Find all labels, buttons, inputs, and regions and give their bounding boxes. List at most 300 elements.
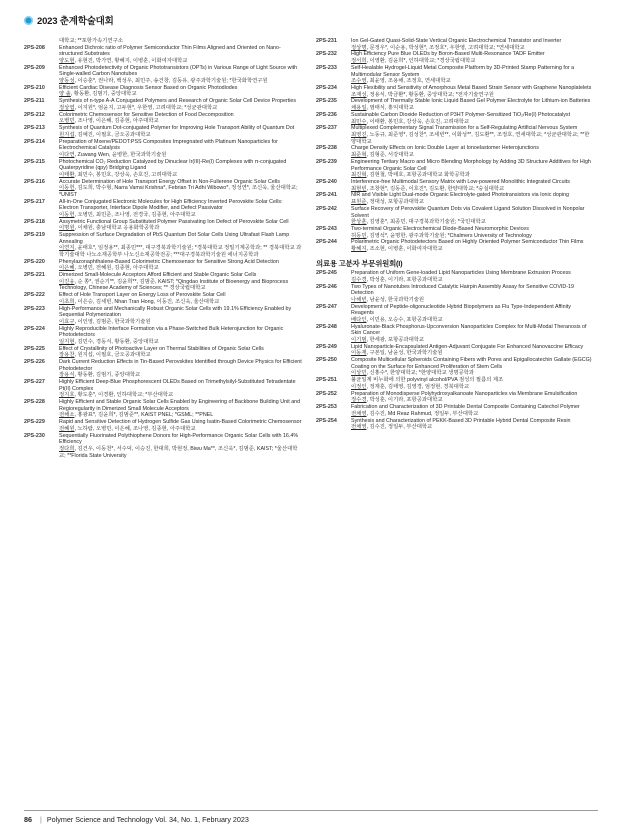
entry-code: 2PS-222	[24, 292, 45, 299]
presenting-author: 장용찬	[59, 352, 75, 359]
entry-title: Accurate Determination of Hole Transport Energy Offset in Non-Fullerene Organic Solar Cells	[59, 178, 280, 185]
entry-title: Sequentially Fluorinated Polythiophene Donors for High-Performance Organic Solar Cells with 16.4% Efficiency	[59, 432, 299, 446]
entry-title: Sustainable Carbon Dioxide Reduction of P3HT Polymer-Sensitized TiO₂/Re(I) Photocatalyst	[351, 111, 571, 118]
entry-body	[351, 324, 594, 344]
entry-body	[351, 270, 594, 283]
entry-title: Hyaluronate-Black Phosphorus-Upconversion Nanoparticles Complex for Multi-Modal Theranosis of Skin Cancer	[351, 323, 587, 337]
presenting-author: 이상민	[351, 370, 367, 377]
entry-title: Development of Peptide-oligonucleotide Hybrid Biopolymers as Flu Type-Independent Affinity Reagents	[351, 303, 571, 317]
abstract-entry	[24, 219, 302, 232]
presenting-author: 이기범	[351, 336, 367, 343]
abstract-entry	[24, 232, 302, 258]
coauthors-affiliation: , 김현철, 박태호, 포항공과대학교 화학공학과	[366, 172, 470, 179]
abstract-entry	[24, 65, 302, 85]
abstract-entry	[316, 270, 594, 283]
entry-title: Highly Efficient and Stable Organic Solar Cells Enabled by Engineering of Backbone Building Unit and Regioregularity in Dimerized Small Molecule Acceptors	[59, 399, 301, 412]
entry-title: Preparation of Uniform Gene-loaded Lipid Nanoparticles Using Membrane Extrusion Process	[351, 270, 571, 277]
entry-body	[351, 206, 594, 226]
entry-title: Efficient Cardiac Disease Diagnosis Sensor Based on Organic Photodiodes	[59, 84, 238, 91]
presenting-author: 최준혁	[351, 152, 367, 159]
abstract-entry	[24, 272, 302, 292]
presenting-author: 이은혜	[59, 265, 75, 272]
presenting-author: 이효구	[59, 318, 75, 325]
entry-code: 2PS-220	[24, 258, 45, 265]
entry-body	[59, 112, 302, 125]
presenting-author: 전채영	[351, 424, 367, 431]
entry-authors	[59, 245, 302, 258]
entry-body	[351, 85, 594, 98]
coauthors-affiliation: , 문정우*, 이순용, 박성현*, 조정호*, 우한영, 고려대학교; *연세대학교	[366, 44, 525, 51]
coauthors-affiliation: , 이태환, 봉민호, 강상욱, 손호진, 고려대학교	[366, 118, 470, 125]
abstract-entry	[316, 65, 594, 85]
entry-body	[351, 377, 594, 390]
entry-body	[59, 326, 302, 346]
right-entries	[316, 38, 594, 253]
coauthors-affiliation: , 이지원*, 엄윤지, 고두현*, 우한영, 고려대학교; *성균관대학교	[74, 104, 218, 111]
entry-title: Composite Multicellular Spheroids Containing Fibers with Pores and Epigallocatechin Gallate (EGCG) Coating on the Surface for Enhanced Proliferation of Stem Cells	[351, 357, 592, 370]
coauthors-affiliation: , 조창현*, 김동준, 이호진*, 김도환, 한양대학교; *숭실대학교	[366, 185, 505, 192]
entry-code: 2PS-246	[316, 283, 337, 290]
presenting-author: 양도현	[59, 57, 75, 64]
entry-authors	[351, 246, 594, 253]
abstract-entry	[24, 98, 302, 111]
entry-code: 2PS-216	[24, 178, 45, 185]
entry-title: Lipid Nanoparticle-Encapsulated Antigen-Adjuvant Conjugate For Enhanced Nanovaccine Efficacy	[351, 343, 584, 350]
coauthors-affiliation: , 유현진, 박가연, 황혜지, 이병훈, 이화여자대학교	[74, 57, 188, 64]
presenting-author: 이명원	[59, 225, 75, 232]
presenting-author: 최영진	[351, 132, 367, 138]
entry-title: Development of Thermally Stable Ionic Liquid Based Gel Polymer Electrolyte for Lithium-ion Batteries	[351, 98, 591, 105]
abstract-entry	[24, 326, 302, 346]
entry-authors	[351, 78, 594, 85]
entry-body	[351, 284, 594, 304]
entry-authors	[351, 92, 594, 99]
entry-title: Two-terminal Organic Electrochemical Diode-Based Neuromorphic Devices	[351, 226, 529, 232]
presenting-author: 오병민	[59, 118, 75, 125]
entry-code: 2PS-215	[24, 158, 45, 165]
entry-title: Synthesis of Quantum Dot-conjugated Polymer for Improving Hole Transport Ability of Quantum Dot	[59, 125, 295, 132]
entry-body	[351, 159, 594, 179]
entry-title: Interference-free Multimodal Sensory Matrix with Low-powered Monolithic Integrated Circuits	[351, 179, 570, 185]
coauthors-affiliation: , 원지섭, 이필호, 금오공과대학교	[74, 352, 151, 359]
entry-title: Synthesis and Characterization of PEKK-Based 3D Printable Hybrid Dental Composite Resin	[351, 417, 571, 424]
abstract-entry	[316, 226, 594, 239]
entry-code: 2PS-212	[24, 111, 45, 118]
entry-code: 2PS-211	[24, 98, 45, 105]
entry-title: NIR and Visible Light Dual-mode Organic Electrolyte-gated Phototransistors via Ionic doping	[351, 192, 569, 199]
abstract-entry	[24, 199, 302, 219]
footer-text	[24, 815, 249, 824]
entry-code: 2PS-210	[24, 84, 45, 91]
coauthors-affiliation: , 홍광표*, 김윤희*, 김범준**, KAIST PNEL; *GSML; **PNEL	[74, 412, 214, 419]
continuation-text: 대학교; **포항가속기연구소	[59, 38, 123, 44]
abstract-entry	[316, 179, 594, 192]
coauthors-affiliation: , 김영훈*, 최종민, 대구경북과학기술원; *국민대학교	[366, 219, 486, 226]
abstract-entry	[316, 112, 594, 125]
entry-authors	[351, 411, 594, 418]
entry-body	[351, 357, 594, 377]
entry-code: 2PS-243	[316, 226, 337, 232]
coauthors-affiliation: , 박성훈, 이기라, 포항공과대학교	[366, 397, 443, 404]
abstract-entry	[316, 344, 594, 357]
coauthors-affiliation: , 황도훈*, 이경환, 인하대학교; *부산대학교	[74, 392, 174, 399]
entry-authors	[59, 372, 302, 379]
entry-authors	[351, 105, 594, 112]
entry-code: 2PS-253	[316, 404, 337, 411]
presenting-author: 장용식	[59, 372, 75, 379]
entry-authors	[59, 352, 302, 359]
entry-title: Surface Recovery of Perovskite Quantum Dots via Covalent Ligand Solution Dissolved in Nonpolar Solvent	[351, 205, 585, 219]
entry-code: 2PS-221	[24, 272, 45, 279]
entry-body	[351, 239, 594, 252]
entry-code: 2PS-254	[316, 417, 337, 424]
coauthors-affiliation: , 이민용, 오승수, 포항공과대학교	[366, 316, 443, 323]
abstract-entry	[24, 259, 302, 272]
coauthors-affiliation: , 김예진, 이필호, 금오공과대학교	[74, 131, 151, 138]
entry-authors	[59, 446, 302, 459]
entry-title: Preparation of Mxene/PEDOT:PSS Composites Impregnated with Platinum Nanoparticles for Electrochemical Catalysis	[59, 138, 278, 152]
entry-authors	[59, 392, 302, 399]
entry-authors	[59, 152, 302, 159]
entry-code: 2PS-240	[316, 179, 337, 185]
abstract-entry	[24, 433, 302, 459]
presenting-author: 정상엽	[59, 104, 75, 111]
coauthors-affiliation: , 이영환, 김윤희*, 인하대학교; *경상국립대학교	[366, 58, 476, 65]
entry-authors	[351, 297, 594, 304]
page-number: 86	[24, 815, 32, 824]
entry-authors	[351, 317, 594, 324]
entry-code: 2PS-237	[316, 125, 337, 132]
presenting-author: 이다연	[59, 151, 75, 158]
abstract-entry	[316, 377, 594, 390]
entry-authors	[351, 233, 594, 240]
presenting-author: 최현빈	[351, 185, 367, 192]
entry-body	[351, 304, 594, 324]
coauthors-affiliation: , Zuwang Wen, 윤병한, 한국과학기술원	[74, 151, 167, 158]
entry-title: Self-Healable Hydrogel-Liquid Metal Composite Platform by 3D-Printed Stamp Patterning for a Multimodular Sensor System	[351, 64, 575, 78]
coauthors-affiliation: , 황동환, 김범기, 중앙대학교	[74, 372, 141, 379]
presenting-author: 이진웅	[59, 278, 75, 285]
entry-body	[59, 98, 302, 111]
entry-authors	[351, 219, 594, 226]
abstract-entry	[316, 125, 594, 145]
presenting-author: 최민수	[351, 118, 367, 125]
abstract-entry	[24, 419, 302, 432]
presenting-author: 정수경	[351, 397, 367, 404]
entry-title: Suppression of Surface Degradation of PbS Quantum Dot Solar Cells Using Ultrafast Flash Lamp Annealing	[59, 232, 290, 245]
entry-code: 2PS-245	[316, 270, 337, 277]
entry-code: 2PS-230	[24, 432, 45, 439]
presenting-author: 표원준	[351, 199, 367, 206]
footer-separator: |	[40, 815, 42, 824]
bullet-circle-icon	[24, 16, 33, 25]
presenting-author: 황혜지	[351, 246, 367, 253]
abstract-entry	[316, 404, 594, 417]
section-title: 의료용 고분자 부문위원회(I)	[316, 258, 403, 268]
entry-title: Multiplexed Complementary Signal Transmission for a Self-Regulating Artificial Nervous System	[351, 125, 578, 132]
entry-code: 2PS-231	[316, 38, 337, 44]
entry-code: 2PS-228	[24, 399, 45, 406]
entry-authors	[59, 118, 302, 125]
presenting-author: 양동성	[59, 77, 75, 84]
right-column	[316, 38, 594, 431]
entry-body	[59, 346, 302, 359]
presenting-author: 최진혁	[351, 172, 367, 179]
presenting-author: 원지섭	[59, 131, 75, 138]
presenting-author: 이초희	[59, 298, 75, 305]
entry-code: 2PS-244	[316, 239, 337, 246]
entry-title: Enhanced Dichroic ratio of Polymer Semiconductor Thin Films Aligned and Oriented on Nano-structured Substrates	[59, 44, 281, 58]
left-entries	[24, 45, 302, 460]
entry-code: 2PS-250	[316, 357, 337, 364]
entry-authors	[351, 277, 594, 284]
coauthors-affiliation: , 윤태호*, 임정용**, 최종민***, 대구경북과학기술원; *경북대학교 정밀기계공학과; ** 경북대학교 과학기술대학 나노소재공학부 나노신소재공학전공; ***대구경북과학기술원 에너지공학과	[59, 245, 302, 258]
entry-code: 2PS-209	[24, 64, 45, 71]
entry-title: Ion Gel-Gated Quasi-Solid-State Vertical Organic Electrochemical Transistor and Inverter	[351, 38, 562, 44]
coauthors-affiliation: , 순 쫑*, 권순기**, 김윤희**, 김범준, KAIST; *Qingdao Institute of Bioenergy and Bioprocess Technology, Chinese Academy of Sciences; ** 경상국립대학교	[59, 278, 289, 292]
entry-body	[59, 419, 302, 432]
entry-body	[59, 433, 302, 459]
coauthors-affiliation: , 조소현, 이병훈, 이화여자대학교	[366, 246, 443, 253]
coauthors-affiliation: , 오병민, 전혜원, 김종현, 아주대학교	[74, 265, 159, 272]
abstract-entry	[316, 418, 594, 431]
entry-body	[59, 292, 302, 305]
entry-body	[351, 145, 594, 158]
entry-title: Synthesis of n-type A-A Conjugated Polymers and Research of Organic Solar Cell Device Properties	[59, 98, 297, 105]
entry-body	[351, 51, 594, 64]
entry-body	[59, 219, 302, 232]
coauthors-affiliation: , 김도희, 박수형, Narra Vamsi Krishna*, Febrian Tri Adhi Wibowo*, 정성연*, 조신욱, 울산대학교; *UNIST	[59, 185, 298, 198]
abstract-entry	[24, 292, 302, 305]
entry-authors	[351, 337, 594, 344]
coauthors-affiliation: , 염태식, 홍익대학교	[366, 105, 414, 112]
presenting-author: 나해빈	[351, 296, 367, 303]
abstract-entry	[24, 45, 302, 65]
entry-title: Colorimetric Chemosensor for Sensitive Detection of Food Decomposition	[59, 111, 234, 118]
entry-body	[59, 45, 302, 65]
presenting-author: 김수경	[351, 276, 367, 283]
entry-authors	[59, 172, 302, 179]
entry-title: Assymetric Functional Group Substituted Polymer Passivating Ion Defect of Perovskite Solar Cell	[59, 218, 289, 225]
entry-body	[59, 306, 302, 326]
entry-code: 2PS-233	[316, 64, 337, 71]
entry-code: 2PS-223	[24, 305, 45, 312]
coauthors-affiliation: , 노동규, 최준영*, 김성찬*, 조세빈**, 이화성**, 김도환**, 조정호, 연세대학교; *성균관대학교; **한양대학교	[351, 132, 590, 145]
presenting-author: 채용일	[351, 105, 367, 112]
entry-authors	[59, 319, 302, 326]
presenting-author: 이태환	[59, 171, 75, 178]
coauthors-affiliation: , 이채원, 충남대학교 응용화학공학과	[74, 225, 160, 232]
entry-code: 2PS-218	[24, 218, 45, 225]
coauthors-affiliation: , 이은승, 김세빈, Nhan Tran Hong, 이동진, 조신욱, 울산대학교	[74, 298, 220, 305]
presenting-author: 이동헌	[59, 211, 75, 218]
presenting-author: 한상훈	[351, 219, 367, 226]
abstract-entry	[24, 125, 302, 138]
abstract-entry	[24, 179, 302, 199]
entry-authors	[59, 185, 302, 198]
entry-code: 2PS-239	[316, 158, 337, 165]
entry-body	[351, 38, 594, 51]
entry-authors	[59, 299, 302, 306]
entry-authors	[351, 58, 594, 65]
abstract-entry	[316, 159, 594, 179]
entry-authors	[351, 45, 594, 52]
entry-title: Photochemical CO₂ Reduction Catalyzed by Dinuclear Ir(III)-Re(I) Complexes with π-conjugated Quaterpyridine (qpy) Bridging Ligand	[59, 158, 287, 172]
page-footer	[0, 810, 622, 830]
entry-body	[59, 232, 302, 258]
coauthors-affiliation: , 한세광, 포항공과대학교	[366, 336, 425, 343]
presenting-author: 이동재	[351, 350, 367, 357]
abstract-entry	[24, 379, 302, 399]
entry-authors	[351, 186, 594, 193]
coauthors-affiliation: , 조나영, 이은혜, 김종현, 아주대학교	[74, 118, 159, 125]
entry-code: 2PS-249	[316, 343, 337, 350]
entry-title: High Efficiency Pure Blue OLEDs by Boron-Based Multi-Resonance TADF Emitter	[351, 51, 545, 58]
left-column	[24, 38, 302, 459]
coauthors-affiliation: , 최윤영, 조용해, 조정호, 연세대학교	[366, 78, 451, 85]
entry-body	[59, 125, 302, 138]
entry-authors	[351, 424, 594, 431]
entry-code: 2PS-208	[24, 44, 45, 51]
abstract-entry	[316, 239, 594, 252]
entry-authors	[351, 152, 594, 159]
entry-title: 불균일계 비누화에 의한 polyvinyl alcohol/PVA 점성의 필름의 제조	[351, 377, 504, 384]
presenting-author: 이연지	[59, 245, 75, 252]
entry-code: 2PS-234	[316, 85, 337, 91]
entry-code: 2PS-225	[24, 345, 45, 352]
entry-title: Fabrication and Characterization of 3D Printable Dental Composite Containing Catechol Polymer	[351, 404, 580, 411]
entry-code: 2PS-242	[316, 205, 337, 212]
abstract-entry	[316, 38, 594, 51]
presenting-author: 이정인	[351, 383, 367, 390]
entry-body	[351, 344, 594, 357]
entry-authors	[59, 412, 302, 419]
entry-title: Two Types of Nanotubes Introduced Catalytic Hairpin Assembly Assay for Sensitive COVID-19 Detection	[351, 283, 574, 297]
entry-code: 2PS-232	[316, 51, 337, 58]
entry-authors	[59, 91, 302, 98]
coauthors-affiliation: , 김영석*, 윤명한, 광주과학기술원; *Chalmers University of Technology	[366, 232, 532, 239]
entry-title: Phenylazonaphthalene-Based Colorimetric Chemosensor for Sensitive Strong Acid Detection	[59, 258, 279, 265]
entry-title: Engineering Tertiary Macro and Micro Blending Morphology by Adding 3D Structure Additives for High Performance Organic Solar Cell	[351, 158, 591, 172]
abstract-entry	[316, 192, 594, 205]
entry-title: Highly Efficient Deep-Blue Phosphorescent OLEDs Based on Trimethylsilyl-Substituted Tetradentate Pt(II) Complex	[59, 379, 296, 392]
coauthors-affiliation: , 김수진, 정일두, 부산대학교	[366, 424, 433, 431]
coauthors-affiliation: , 신홍수*, 한양대학교; *한양대학교 생명공학과	[366, 370, 474, 377]
entry-authors	[59, 426, 302, 433]
entry-authors	[59, 132, 302, 139]
entry-authors	[59, 265, 302, 272]
entry-authors	[351, 370, 594, 377]
entry-authors	[351, 132, 594, 145]
entry-body	[59, 65, 302, 85]
entry-authors	[351, 397, 594, 404]
coauthors-affiliation: , 김건우, 이동천*, 서수덕, 이승진, 한대희, 박현정, Biwu Ma**, 조신욱*, 김범준, KAIST; *울산대학교; **Florida State University	[59, 445, 298, 459]
entry-authors	[59, 225, 302, 232]
abstract-entry	[316, 391, 594, 404]
entry-body	[59, 359, 302, 379]
entry-authors	[59, 58, 302, 65]
entry-authors	[351, 119, 594, 126]
coauthors-affiliation: , 오병민, 최민준, 조나영, 전경국, 김종현, 아주대학교	[74, 211, 196, 218]
entry-code: 2PS-235	[316, 98, 337, 105]
abstract-entry	[316, 324, 594, 344]
abstract-entry	[24, 346, 302, 359]
entry-body	[351, 226, 594, 239]
entry-title: Rapid and Sensitive Detection of Hydrogen Sulfide Gas Using Isatin-Based Colorimetric Chemosensor	[59, 419, 302, 426]
journal-name: Polymer Science and Technology Vol. 34, No. 1, February 2023	[46, 815, 249, 824]
entry-code: 2PS-227	[24, 379, 45, 386]
presenting-author: 허동민	[351, 232, 367, 239]
abstract-entry	[24, 359, 302, 379]
presenting-author: 배다인	[351, 316, 367, 323]
abstract-entry	[316, 284, 594, 304]
entry-authors	[351, 172, 594, 179]
entry-body	[59, 259, 302, 272]
presenting-author: 조재성	[351, 91, 367, 98]
entry-code: 2PS-219	[24, 232, 45, 239]
abstract-entry	[24, 159, 302, 179]
entry-authors	[59, 339, 302, 346]
entry-title: Polarimetric Organic Photodetectors Based on Highly Oriented Polymer Semiconductor Thin Films	[351, 239, 584, 246]
entry-authors	[351, 350, 594, 357]
section-entries	[316, 270, 594, 431]
entry-code: 2PS-241	[316, 192, 337, 199]
entry-code: 2PS-238	[316, 145, 337, 152]
presenting-author: 조수영	[351, 78, 367, 85]
entry-authors	[59, 212, 302, 219]
presenting-author: 이동헌	[59, 185, 75, 192]
entry-body	[59, 179, 302, 199]
entry-authors	[351, 199, 594, 206]
entry-body	[59, 199, 302, 219]
abstract-entry	[316, 98, 594, 111]
presenting-author: 양 솔	[59, 91, 71, 98]
coauthors-affiliation: , 김수진, Md Reaz Rahmud, 정일두, 부산대학교	[366, 410, 479, 417]
coauthors-affiliation: , 남윤성, 한국과학기술원	[366, 296, 425, 303]
coauthors-affiliation: , 노하람, 오병민, 이은혜, 조나영, 김종현, 아주대학교	[74, 425, 196, 432]
entry-title: Charge Density Effects on Ionic Double Layer at Ionoelastomer Heterojunctions	[351, 145, 539, 152]
presenting-author: 임지현	[59, 338, 75, 345]
entry-title: Preparation of Monodisperse Polyhydroxyalkanoate Nanoparticles via Membrane Emulsification	[351, 390, 578, 397]
coauthors-affiliation: , 이승훈*, 권나라, 백성우, 최민주, 송건창, 김동유, 광주과학기술원; *한국화학연구원	[74, 77, 268, 84]
entry-body	[351, 65, 594, 85]
entry-body	[351, 98, 594, 111]
entry-title: Highly Reproducible Interface Formation via a Phase-Switched Bulk Heterojunction for Organic Photodetectors	[59, 325, 284, 339]
entry-code: 2PS-252	[316, 390, 337, 397]
entry-body	[59, 159, 302, 179]
abstract-entry	[316, 85, 594, 98]
presenting-author: 정상명	[351, 44, 367, 51]
entry-title: Enhanced Photodetectivity of Organic Phototransistors (OPTs) in Various Range of Light Source with Single-walled Carbon Nanotubes	[59, 64, 298, 78]
entry-body	[59, 272, 302, 292]
entry-code: 2PS-251	[316, 377, 337, 384]
abstract-entry	[316, 145, 594, 158]
entry-code: 2PS-213	[24, 125, 45, 132]
entry-code: 2PS-224	[24, 325, 45, 332]
entry-code: 2PS-229	[24, 419, 45, 426]
coauthors-affiliation: , 정대성, 포항공과대학교	[366, 199, 425, 206]
abstract-entry	[24, 112, 302, 125]
entry-code: 2PS-248	[316, 323, 337, 330]
entry-code: 2PS-247	[316, 303, 337, 310]
page-header-title: 2023 춘계학술대회	[37, 16, 114, 27]
presenting-author: 전채영	[351, 410, 367, 417]
abstract-entry	[24, 306, 302, 326]
entry-body	[351, 192, 594, 205]
coauthors-affiliation: , 김민수, 경동식, 황동환, 중앙대학교	[74, 338, 159, 345]
entry-body	[59, 379, 302, 399]
presenting-author: 정서희	[351, 58, 367, 65]
